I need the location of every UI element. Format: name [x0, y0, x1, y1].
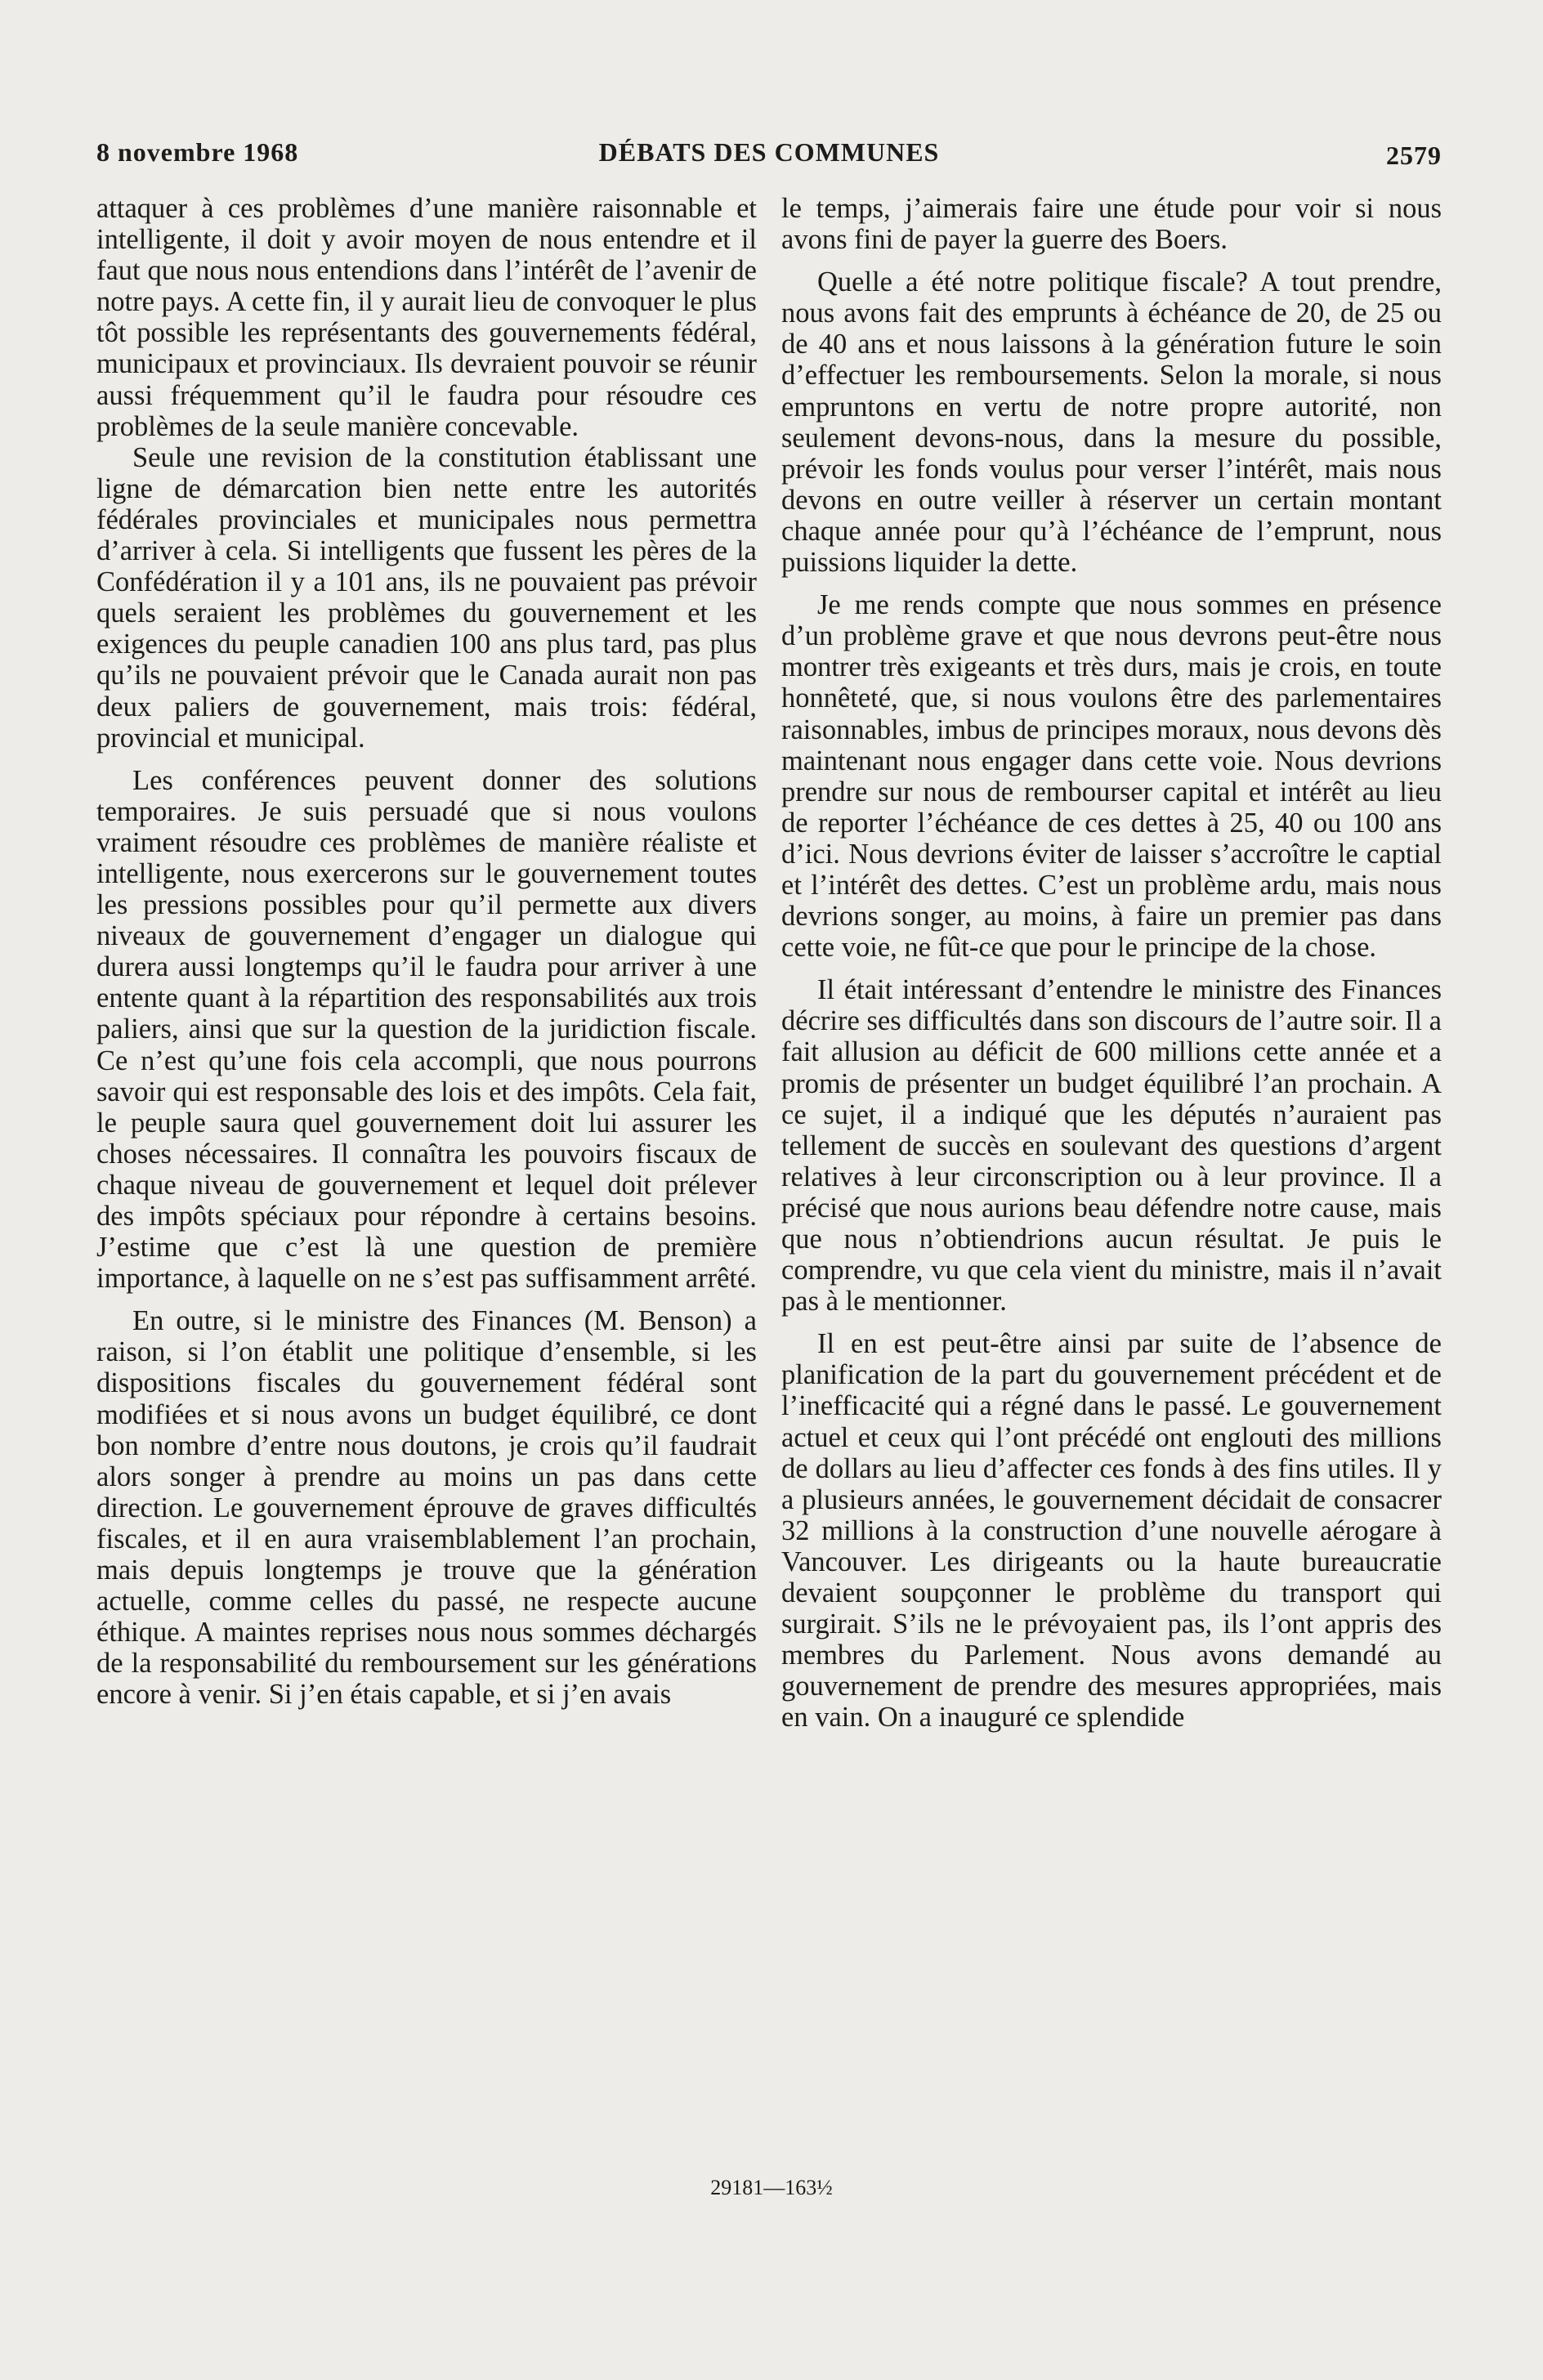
paragraph: attaquer à ces problèmes d’une manière raisonnable et intelligente, il doit y avoir moyen de nous entendre et il faut que nous nous entendions dans l’intérêt de l’avenir de notre pays. A cette fin, il y aurait lieu de convoquer le plus tôt possible les représentants des gouvernements fédéral, municipaux et provinciaux. Ils devraient pouvoir se réunir aussi fréquemment qu’il le faudra pour résoudre ces problèmes de la seule manière concevable.: [96, 193, 757, 442]
paragraph: Quelle a été notre politique fiscale? A tout prendre, nous avons fait des emprunts à échéance de 20, de 25 ou de 40 ans et nous laissons à la génération future le soin d’effectuer les remboursements. Selon la morale, si nous empruntons en vertu de notre propre autorité, non seulement devons-nous, dans la mesure du possible, prévoir les fonds voulus pour verser l’intérêt, mais nous devons en outre veiller à réserver un certain montant chaque année pour qu’à l’échéance de l’emprunt, nous puissions liquider la dette.: [781, 266, 1442, 579]
paragraph: Seule une revision de la constitution établissant une ligne de démarcation bien nette entre les autorités fédérales provinciales et municipales nous permettra d’arriver à cela. Si intelligents que fussent les pères de la Confédération il y a 101 ans, ils ne pouvaient pas prévoir quels seraient les problèmes du gouvernement et les exigences du peuple canadien 100 ans plus tard, pas plus qu’ils ne pouvaient prévoir que le Canada aurait non pas deux paliers de gouvernement, mais trois: fédéral, provincial et municipal.: [96, 441, 757, 754]
page-number: 2579: [1386, 141, 1442, 170]
journal-title: DÉBATS DES COMMUNES: [598, 137, 940, 167]
paragraph: En outre, si le ministre des Finances (M. Benson) a raison, si l’on établit une politique d’ensemble, si les dispositions fiscales du gouvernement fédéral sont modifiées et si nous avons un budget équilibré, ce dont bon nombre d’entre nous doutons, je crois qu’il faudrait alors songer à prendre au moins un pas dans cette direction. Le gouvernement éprouve de graves difficultés fiscales, et il en aura vraisemblablement l’an prochain, mais depuis longtemps je trouve que la génération actuelle, comme celles du passé, ne respecte aucune éthique. A maintes reprises nous nous sommes déchargés de la responsabilité du remboursement sur les générations encore à venir. Si j’en étais capable, et si j’en avais: [96, 1305, 757, 1711]
paragraph: Il était intéressant d’entendre le ministre des Finances décrire ses difficultés dans son discours de l’autre soir. Il a fait allusion au déficit de 600 millions cette année et a promis de présenter un budget équilibré l’an prochain. A ce sujet, il a indiqué que les députés n’auraient pas tellement de succès en soulevant des questions d’argent relatives à leur circonscription ou à leur province. Il a précisé que nous aurions beau défendre notre cause, mais que nous n’obtiendrions aucun résultat. Je puis le comprendre, vu que cela vient du ministre, mais il n’avait pas à le mentionner.: [781, 974, 1442, 1318]
paragraph: le temps, j’aimerais faire une étude pour voir si nous avons fini de payer la guerre des Boers.: [781, 193, 1442, 256]
paragraph: Il en est peut-être ainsi par suite de l’absence de planification de la part du gouvernement précédent et de l’inefficacité qui a régné dans le passé. Le gouvernement actuel et ceux qui l’ont précédé ont englouti des millions de dollars au lieu d’affecter ces fonds à des fins utiles. Il y a plusieurs années, le gouvernement décidait de consacrer 32 millions à la construction d’une nouvelle aérogare à Vancouver. Les dirigeants ou la haute bureaucratie devaient soupçonner le problème du transport qui surgirait. S’ils ne le prévoyaient pas, ils l’ont appris des membres du Parlement. Nous avons demandé au gouvernement de prendre des mesures appropriées, mais en vain. On a inauguré ce splendide: [781, 1328, 1442, 1734]
right-column: [781, 193, 1442, 1734]
footer-code: 29181—163½: [710, 2176, 833, 2199]
header-date: 8 novembre 1968: [96, 137, 299, 167]
paragraph: Les conférences peuvent donner des solutions temporaires. Je suis persuadé que si nous voulons vraiment résoudre ces problèmes de manière réaliste et intelligente, nous exercerons sur le gouvernement toutes les pressions possibles pour qu’il permette aux divers niveaux de gouvernement d’engager un dialogue qui durera aussi longtemps qu’il le faudra pour arriver à une entente quant à la répartition des responsabilités aux trois paliers, ainsi que sur la question de la juridiction fiscale. Ce n’est qu’une fois cela accompli, que nous pourrons savoir qui est responsable des lois et des impôts. Cela fait, le peuple saura quel gouvernement doit lui assurer les choses nécessaires. Il connaîtra les pouvoirs fiscaux de chaque niveau de gouvernement et lequel doit prélever des impôts spéciaux pour répondre à certains besoins. J’estime que c’est là une question de première importance, à laquelle on ne s’est pas suffisamment arrêté.: [96, 764, 757, 1295]
page-header: [96, 132, 1442, 173]
left-column: [96, 193, 757, 1711]
paragraph: Je me rends compte que nous sommes en présence d’un problème grave et que nous devrons peut-être nous montrer très exigeants et très durs, mais je crois, en toute honnêteté, que, si nous voulons être des parlementaires raisonnables, imbus de principes moraux, nous devons dès maintenant nous engager dans cette voie. Nous devrions prendre sur nous de rembourser capital et intérêt au lieu de reporter l’échéance de ces dettes à 25, 40 ou 100 ans d’ici. Nous devrions éviter de laisser s’accroître le captial et l’intérêt des dettes. C’est un problème ardu, mais nous devrions songer, au moins, à faire un premier pas dans cette voie, ne fût-ce que pour le principe de la chose.: [781, 589, 1442, 964]
